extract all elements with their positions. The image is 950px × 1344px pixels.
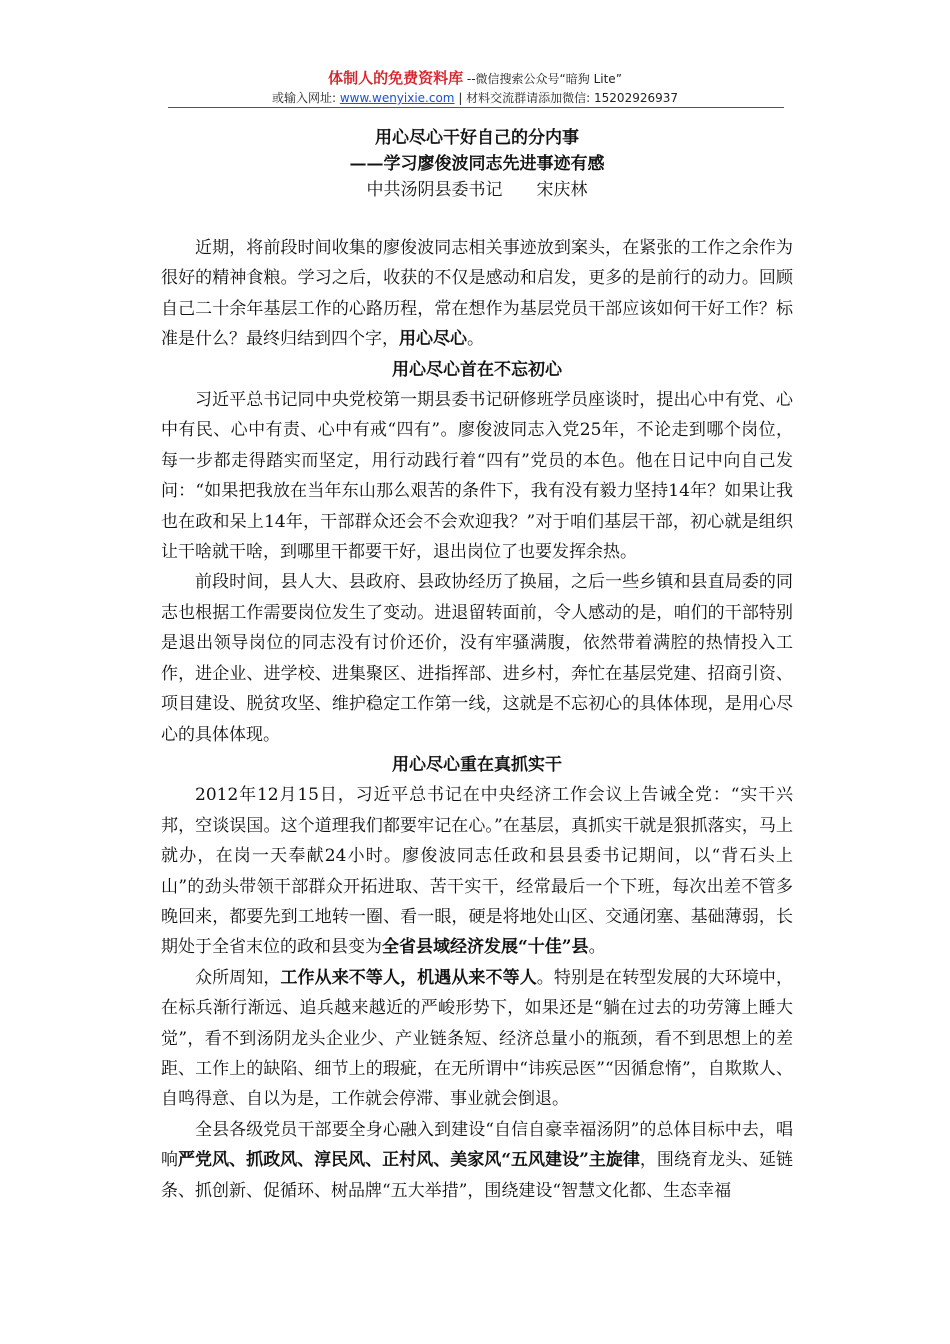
- section2-paragraph-2: 众所周知，工作从来不等人，机遇从来不等人。特别是在转型发展的大环境中，在标兵渐行渐远、追兵越来越近的严峻形势下，如果还是“躺在过去的功劳簿上睡大觉”，看不到汤阴龙头企业少、产业链条短、经济总量小的瓶颈，看不到思想上的差距、工作上的缺陷、细节上的瑕疵，在无所谓中“讳疾忌医”“因循怠惰”，自欺欺人、自鸣得意、自以为是，工作就会停滞、事业就会倒退。: [161, 967, 794, 1110]
- header-contact: | 材料交流群请添加微信: 15202926937: [454, 91, 679, 105]
- section2-p2-bold: 工作从来不等人，机遇从来不等人: [280, 967, 537, 988]
- section2-paragraph-3: 全县各级党员干部要全身心融入到建设“自信自豪幸福汤阴”的总体目标中去，唱响严党风、抓政风、淳民风、正村风、美家风“五风建设”主旋律，围绕育龙头、延链条、抓创新、促循环、树品牌“五大举措”，围绕建设“智慧文化都、生态幸福: [161, 1119, 794, 1201]
- section1-paragraph-2: 前段时间，县人大、县政府、县政协经历了换届，之后一些乡镇和县直局委的同志也根据工作需要岗位发生了变动。进退留转面前，令人感动的是，咱们的干部特别是退出领导岗位的同志没有讨价还价，没有牢骚满腹，依然带着满腔的热情投入工作，进企业、进学校、进集聚区、进指挥部、进乡村，奔忙在基层党建、招商引资、项目建设、脱贫攻坚、维护稳定工作第一线，这就是不忘初心的具体体现，是用心尽心的具体体现。: [161, 572, 793, 745]
- section-heading-1: 用心尽心首在不忘初心: [392, 359, 562, 380]
- author-org: 中共汤阴县委书记: [366, 180, 503, 200]
- section1-paragraph-1: 习近平总书记同中央党校第一期县委书记研修班学员座谈时，提出心中有党、心中有民、心中有责、心中有戒“四有”。廖俊波同志入党25年，不论走到哪个岗位，每一步都走得踏实而坚定，用行动践行着“四有”党员的本色。他在日记中向自己发问：“如果把我放在当年东山那么艰苦的条件下，我有没有毅力坚持14年？如果让我也在政和呆上14年，干部群众还会不会欢迎我？”对于咱们基层干部，初心就是组织让干啥就干啥，到哪里干都要干好，退出岗位了也要发挥余热。: [161, 390, 793, 563]
- section-heading-2: 用心尽心重在真抓实干: [392, 754, 562, 775]
- header-divider: [168, 107, 784, 108]
- article-author: [161, 177, 793, 203]
- page-header: [0, 68, 950, 107]
- intro-paragraph: 近期，将前段时间收集的廖俊波同志相关事迹放到案头，在紧张的工作之余作为很好的精神食粮。学习之后，收获的不仅是感动和启发，更多的是前行的动力。回顾自己二十余年基层工作的心路历程，常在想作为基层党员干部应该如何干好工作？标准是什么？最终归结到四个字，用心尽心。: [161, 238, 793, 350]
- section2-p3-bold: 严党风、抓政风、淳民风、正村风、美家风“五风建设”主旋律: [178, 1150, 640, 1171]
- article-body: [161, 125, 793, 1206]
- header-url-link[interactable]: www.wenyixie.com: [339, 91, 455, 105]
- header-brand: 体制人的免费资料库: [328, 69, 464, 87]
- author-name: 宋庆林: [536, 180, 588, 200]
- header-url-prefix: 或输入网址:: [271, 91, 340, 105]
- section2-paragraph-1: 2012年12月15日，习近平总书记在中央经济工作会议上告诫全党：“实干兴邦，空谈误国。这个道理我们都要牢记在心。”在基层，真抓实干就是狠抓落实，马上就办，在岗一天奉献24小时。廖俊波同志任政和县县委书记期间，以“背石头上山”的劲头带领干部群众开拓进取、苦干实干，经常最后一个下班，每次出差不管多晚回来，都要先到工地转一圈、看一眼，硬是将地处山区、交通闭塞、基础薄弱，长期处于全省末位的政和县变为全省县域经济发展“十佳”县。: [161, 785, 793, 958]
- article-title: 用心尽心干好自己的分内事: [375, 128, 579, 148]
- header-subtitle: --微信搜索公众号“暗狗 Lite”: [463, 72, 622, 86]
- article-subtitle: ——学习廖俊波同志先进事迹有感: [349, 154, 605, 174]
- header-promo-line: [0, 68, 950, 89]
- intro-bold-phrase: 用心尽心: [399, 329, 467, 350]
- section2-p1-bold: 全省县域经济发展“十佳”县: [382, 937, 589, 958]
- header-contact-line: [0, 89, 950, 107]
